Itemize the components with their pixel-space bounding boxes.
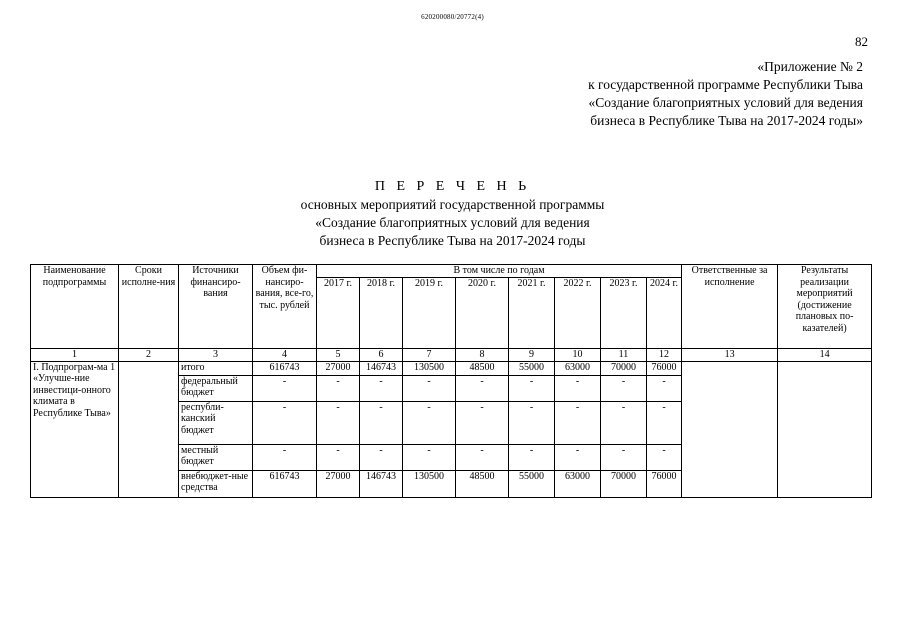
- year-value-cell: -: [601, 401, 647, 444]
- year-value-cell: -: [317, 375, 360, 401]
- total-cell: 616743: [253, 361, 317, 375]
- year-value-cell: 63000: [555, 470, 601, 497]
- year-value-cell: -: [317, 401, 360, 444]
- year-value-cell: 76000: [647, 470, 682, 497]
- year-value-cell: -: [360, 401, 403, 444]
- annex-heading: [523, 58, 863, 130]
- source-cell: республи-канский бюджет: [179, 401, 253, 444]
- header-year: 2018 г.: [360, 278, 403, 349]
- column-index: 6: [360, 349, 403, 362]
- year-value-cell: 63000: [555, 361, 601, 375]
- header-year: 2020 г.: [456, 278, 509, 349]
- column-index: 2: [119, 349, 179, 362]
- header-results: Результаты реализации мероприятий (достижение плановых по-казателей): [778, 265, 872, 349]
- total-cell: -: [253, 444, 317, 470]
- year-value-cell: -: [647, 444, 682, 470]
- year-value-cell: -: [647, 375, 682, 401]
- annex-line: «Создание благоприятных условий для ведения: [588, 95, 863, 110]
- column-index: 3: [179, 349, 253, 362]
- year-value-cell: -: [456, 444, 509, 470]
- source-cell: внебюджет-ные средства: [179, 470, 253, 497]
- column-index: 7: [403, 349, 456, 362]
- header-year: 2021 г.: [509, 278, 555, 349]
- total-cell: -: [253, 401, 317, 444]
- column-index: 11: [601, 349, 647, 362]
- results-cell: [778, 361, 872, 497]
- header-year: 2024 г.: [647, 278, 682, 349]
- year-value-cell: 76000: [647, 361, 682, 375]
- column-index: 4: [253, 349, 317, 362]
- year-value-cell: 146743: [360, 361, 403, 375]
- year-value-cell: -: [317, 444, 360, 470]
- source-cell: федеральный бюджет: [179, 375, 253, 401]
- header-terms: Сроки исполне-ния: [119, 265, 179, 349]
- column-index: 12: [647, 349, 682, 362]
- year-value-cell: -: [403, 401, 456, 444]
- column-index-row: [31, 349, 872, 362]
- header-year: 2022 г.: [555, 278, 601, 349]
- year-value-cell: -: [509, 375, 555, 401]
- column-index: 5: [317, 349, 360, 362]
- table-row: [31, 361, 872, 375]
- title-heading: П Е Р Е Ч Е Н Ь: [374, 179, 531, 194]
- column-index: 13: [682, 349, 778, 362]
- title-line: основных мероприятий государственной программы: [300, 197, 605, 212]
- year-value-cell: 48500: [456, 361, 509, 375]
- year-value-cell: 70000: [601, 361, 647, 375]
- year-value-cell: -: [647, 401, 682, 444]
- header-sources: Источники финансиро-вания: [179, 265, 253, 349]
- header-name: Наименование подпрограммы: [31, 265, 119, 349]
- year-value-cell: -: [456, 401, 509, 444]
- subprogram-name: I. Подпрограм-ма 1 «Улучше-ние инвестици-онного климата в Республике Тыва»: [31, 361, 119, 497]
- source-cell: местный бюджет: [179, 444, 253, 470]
- page-number: 82: [855, 34, 868, 49]
- year-value-cell: 130500: [403, 470, 456, 497]
- year-value-cell: -: [403, 375, 456, 401]
- year-value-cell: 27000: [317, 361, 360, 375]
- annex-line: к государственной программе Республики Тыва: [588, 77, 863, 92]
- year-value-cell: -: [555, 444, 601, 470]
- subprogram-terms: [119, 361, 179, 497]
- year-value-cell: -: [360, 444, 403, 470]
- year-value-cell: -: [555, 401, 601, 444]
- column-index: 9: [509, 349, 555, 362]
- year-value-cell: 146743: [360, 470, 403, 497]
- year-value-cell: 70000: [601, 470, 647, 497]
- source-cell: итого: [179, 361, 253, 375]
- annex-line: бизнеса в Республике Тыва на 2017-2024 годы»: [590, 113, 863, 128]
- title-line: бизнеса в Республике Тыва на 2017-2024 годы: [319, 233, 586, 248]
- header-year: 2023 г.: [601, 278, 647, 349]
- activities-table: [30, 264, 872, 498]
- year-value-cell: 55000: [509, 361, 555, 375]
- title-line: «Создание благоприятных условий для ведения: [315, 215, 590, 230]
- year-value-cell: -: [403, 444, 456, 470]
- column-index: 8: [456, 349, 509, 362]
- column-index: 1: [31, 349, 119, 362]
- document-id: 620200080/20772(4): [421, 13, 484, 21]
- column-index: 14: [778, 349, 872, 362]
- header-by-years: В том числе по годам: [317, 265, 682, 278]
- total-cell: -: [253, 375, 317, 401]
- header-year: 2017 г.: [317, 278, 360, 349]
- year-value-cell: -: [601, 375, 647, 401]
- document-title: [0, 178, 905, 250]
- annex-line: «Приложение № 2: [757, 59, 863, 74]
- year-value-cell: 130500: [403, 361, 456, 375]
- total-cell: 616743: [253, 470, 317, 497]
- header-volume: Объем фи-нансиро-вания, все-го, тыс. рублей: [253, 265, 317, 349]
- year-value-cell: -: [601, 444, 647, 470]
- year-value-cell: -: [509, 444, 555, 470]
- year-value-cell: -: [509, 401, 555, 444]
- responsible-cell: [682, 361, 778, 497]
- year-value-cell: -: [456, 375, 509, 401]
- year-value-cell: 55000: [509, 470, 555, 497]
- column-index: 10: [555, 349, 601, 362]
- year-value-cell: 27000: [317, 470, 360, 497]
- year-value-cell: -: [360, 375, 403, 401]
- header-year: 2019 г.: [403, 278, 456, 349]
- year-value-cell: 48500: [456, 470, 509, 497]
- year-value-cell: -: [555, 375, 601, 401]
- header-responsible: Ответственные за исполнение: [682, 265, 778, 349]
